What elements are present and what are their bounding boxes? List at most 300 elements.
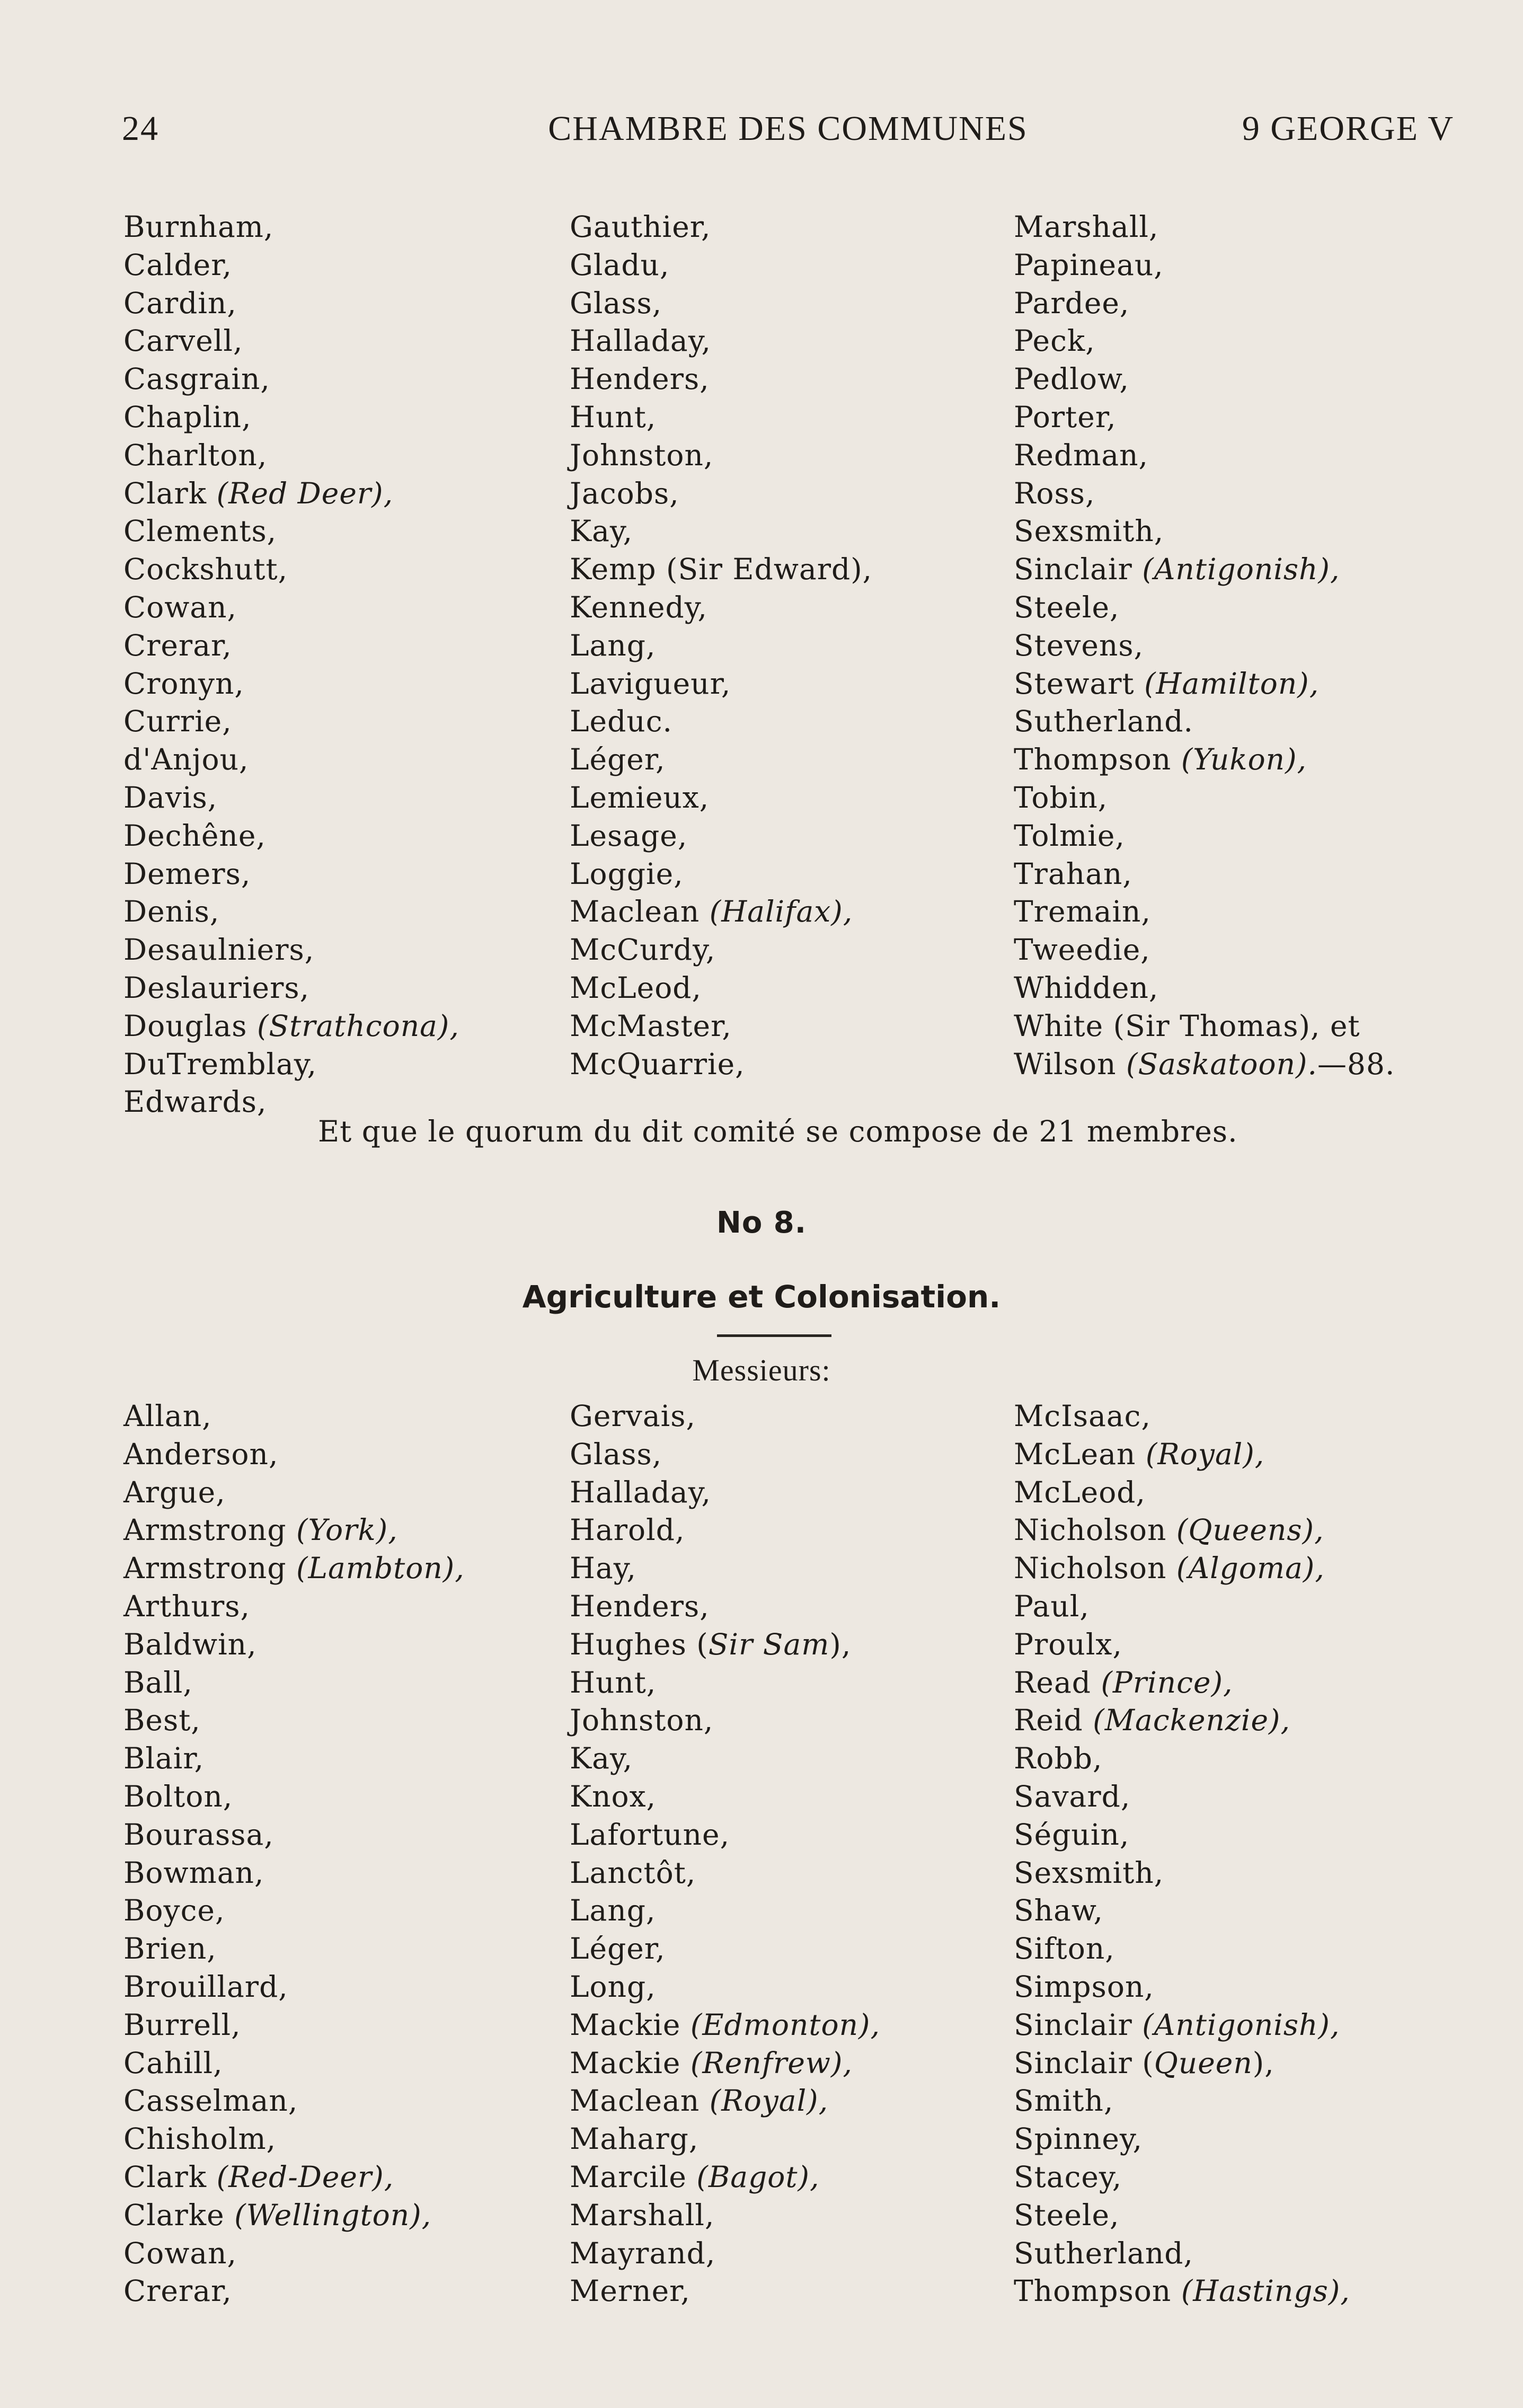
member-name <box>1014 1930 1350 1968</box>
member-surname: Robb, <box>1014 1741 1103 1776</box>
member-name <box>570 2044 880 2083</box>
member-name <box>1014 893 1395 931</box>
member-name <box>123 969 459 1007</box>
member-suffix: ), <box>1252 2046 1274 2080</box>
member-surname: Pedlow, <box>1014 362 1130 396</box>
member-list-column <box>1014 1397 1350 2310</box>
member-surname: Peck, <box>1014 324 1095 358</box>
member-surname: Tobin, <box>1014 780 1108 815</box>
member-name <box>1014 1436 1350 1474</box>
member-surname: Léger, <box>570 1932 666 1966</box>
member-name <box>570 208 872 246</box>
member-name <box>123 779 459 817</box>
member-surname: Henders, <box>570 362 710 396</box>
member-name <box>123 1511 465 1550</box>
member-list-column <box>123 208 459 1121</box>
member-surname: Armstrong <box>123 1513 297 1547</box>
member-name <box>123 589 459 627</box>
member-riding: (Royal), <box>709 2084 829 2118</box>
member-name <box>570 779 872 817</box>
member-name <box>1014 475 1395 513</box>
member-riding: (Edmonton), <box>690 2007 880 2042</box>
member-surname: Brien, <box>123 1932 217 1966</box>
member-surname: Marcile <box>570 2159 697 2194</box>
member-surname: Savard, <box>1014 1779 1131 1813</box>
member-name <box>570 1816 880 1854</box>
member-surname: Hunt, <box>570 1665 657 1699</box>
member-surname: Simpson, <box>1014 1969 1154 2004</box>
quorum-text: Et que le quorum du dit comité se compose de 21 membres. <box>318 1114 1238 1148</box>
member-surname: Chaplin, <box>123 400 252 434</box>
member-surname: Marshall, <box>570 2198 715 2232</box>
member-name <box>1014 2120 1350 2158</box>
member-surname: McLeod, <box>570 970 702 1005</box>
member-surname: d'Anjou, <box>123 742 249 777</box>
member-surname: Whidden, <box>1014 970 1159 1005</box>
member-surname: Sutherland, <box>1014 2236 1193 2270</box>
member-name <box>1014 665 1395 703</box>
member-name <box>1014 703 1395 741</box>
member-name <box>123 285 459 323</box>
member-name <box>570 1968 880 2006</box>
member-name <box>1014 322 1395 360</box>
member-riding: (Renfrew), <box>690 2046 853 2080</box>
member-surname: Trahan, <box>1014 856 1132 891</box>
member-list-column <box>570 208 872 1083</box>
member-surname: Séguin, <box>1014 1817 1130 1852</box>
member-surname: Leduc. <box>570 704 672 739</box>
member-name <box>570 437 872 475</box>
member-name <box>123 2197 465 2235</box>
member-list-column <box>1014 208 1395 1083</box>
member-name <box>123 665 459 703</box>
member-name <box>1014 1511 1350 1550</box>
member-name <box>1014 741 1395 779</box>
member-surname: Mackie <box>570 2007 690 2042</box>
member-surname: Sifton, <box>1014 1932 1115 1966</box>
member-name <box>123 1046 459 1084</box>
member-surname: Burrell, <box>123 2007 241 2042</box>
member-surname: Crerar, <box>123 2274 232 2308</box>
member-name <box>123 627 459 665</box>
member-name <box>123 437 459 475</box>
member-surname: Paul, <box>1014 1589 1090 1623</box>
member-surname: McCurdy, <box>570 933 716 967</box>
member-name <box>1014 1740 1350 1778</box>
page-title: CHAMBRE DES COMMUNES <box>548 109 1028 148</box>
member-surname: Gauthier, <box>570 210 711 244</box>
member-name <box>570 2235 880 2273</box>
member-name <box>123 1007 459 1046</box>
member-surname: Cowan, <box>123 2236 237 2270</box>
member-surname: White (Sir Thomas), et <box>1014 1008 1360 1043</box>
member-name <box>570 1854 880 1892</box>
page-number: 24 <box>122 109 159 148</box>
member-riding: (Hastings), <box>1181 2274 1350 2308</box>
member-list-column <box>570 1397 880 2310</box>
member-surname: Lang, <box>570 1893 656 1928</box>
member-surname: Calder, <box>123 247 232 282</box>
section-number: No 8. <box>716 1206 807 1240</box>
member-name <box>570 322 872 360</box>
member-surname: Maclean <box>570 2084 710 2118</box>
member-surname: Halladay, <box>570 324 711 358</box>
member-surname: Johnston, <box>570 1703 714 1738</box>
member-surname: Mayrand, <box>570 2236 716 2270</box>
member-surname: Maharg, <box>570 2122 699 2156</box>
member-surname: Cardin, <box>123 286 237 320</box>
section-title: Agriculture et Colonisation. <box>522 1279 1001 1315</box>
member-name <box>1014 246 1395 285</box>
member-surname: Stacey, <box>1014 2159 1122 2194</box>
member-name <box>123 1397 465 1436</box>
member-name <box>1014 1854 1350 1892</box>
member-surname: Boyce, <box>123 1893 225 1928</box>
member-surname: Papineau, <box>1014 247 1164 282</box>
member-name <box>123 2235 465 2273</box>
member-name <box>570 399 872 437</box>
member-name <box>570 1664 880 1702</box>
member-surname: Léger, <box>570 742 666 777</box>
member-name <box>123 360 459 399</box>
member-name <box>1014 969 1395 1007</box>
member-surname: Casgrain, <box>123 362 270 396</box>
member-name <box>1014 2006 1350 2044</box>
member-riding: (Red-Deer), <box>216 2159 394 2194</box>
member-surname: Nicholson <box>1014 1551 1176 1586</box>
member-surname: Lemieux, <box>570 780 710 815</box>
member-name <box>1014 1046 1395 1084</box>
member-riding: (Yukon), <box>1181 742 1307 777</box>
member-name <box>123 1892 465 1930</box>
member-surname: Sinclair <box>1014 2007 1143 2042</box>
member-surname: Hay, <box>570 1551 637 1586</box>
member-surname: Lanctôt, <box>570 1855 696 1890</box>
member-riding: (York), <box>296 1513 398 1547</box>
member-name <box>570 1511 880 1550</box>
member-riding: Sir Sam <box>708 1627 830 1661</box>
member-surname: Charlton, <box>123 438 268 472</box>
member-name <box>570 665 872 703</box>
member-surname: McMaster, <box>570 1008 732 1043</box>
member-name <box>570 475 872 513</box>
member-name <box>570 2197 880 2235</box>
member-name <box>1014 512 1395 551</box>
member-name <box>123 2006 465 2044</box>
member-surname: Sexsmith, <box>1014 1855 1164 1890</box>
member-surname: Thompson <box>1014 742 1181 777</box>
member-surname: Steele, <box>1014 2198 1120 2232</box>
member-surname: Deslauriers, <box>123 970 310 1005</box>
member-name <box>570 1436 880 1474</box>
member-name <box>123 1436 465 1474</box>
member-riding: (Saskatoon). <box>1126 1047 1317 1081</box>
member-surname: Demers, <box>123 856 251 891</box>
title-divider <box>717 1334 831 1337</box>
member-name <box>1014 817 1395 855</box>
member-surname: Burnham, <box>123 210 274 244</box>
member-surname: Allan, <box>123 1399 212 1433</box>
member-name <box>123 322 459 360</box>
member-name <box>1014 1702 1350 1740</box>
member-name <box>570 703 872 741</box>
member-name <box>570 246 872 285</box>
member-surname: Marshall, <box>1014 210 1159 244</box>
member-name <box>123 741 459 779</box>
member-name <box>123 2120 465 2158</box>
member-name <box>123 551 459 589</box>
member-surname: Kay, <box>570 514 633 548</box>
member-name <box>1014 1626 1350 1664</box>
member-surname: Bourassa, <box>123 1817 274 1852</box>
member-surname: Kay, <box>570 1741 633 1776</box>
member-name <box>1014 589 1395 627</box>
member-surname: Sinclair <box>1014 552 1143 587</box>
member-surname: Hunt, <box>570 400 657 434</box>
member-surname: Wilson <box>1014 1047 1126 1081</box>
member-surname: Redman, <box>1014 438 1149 472</box>
member-name <box>123 2272 465 2310</box>
member-surname: Hughes ( <box>570 1627 709 1661</box>
member-riding: (Strathcona), <box>256 1008 459 1043</box>
member-surname: McLeod, <box>1014 1475 1146 1509</box>
member-surname: McIsaac, <box>1014 1399 1151 1433</box>
member-name <box>1014 2272 1350 2310</box>
member-name <box>570 817 872 855</box>
member-name <box>123 475 459 513</box>
member-surname: Maclean <box>570 895 710 929</box>
member-surname: Gervais, <box>570 1399 696 1433</box>
member-name <box>1014 551 1395 589</box>
member-name <box>1014 1664 1350 1702</box>
member-name <box>123 1474 465 1512</box>
member-surname: Read <box>1014 1665 1101 1699</box>
member-name <box>1014 208 1395 246</box>
member-riding: (Halifax), <box>709 895 853 929</box>
member-surname: Stevens, <box>1014 628 1144 662</box>
member-name <box>1014 855 1395 893</box>
member-surname: Best, <box>123 1703 201 1738</box>
member-surname: Dechêne, <box>123 818 266 853</box>
member-name <box>123 512 459 551</box>
member-surname: Halladay, <box>570 1475 711 1509</box>
member-name <box>570 1046 872 1084</box>
member-name <box>570 1007 872 1046</box>
member-surname: Clarke <box>123 2198 235 2232</box>
member-name <box>1014 627 1395 665</box>
member-name <box>570 1892 880 1930</box>
member-surname: Kemp (Sir Edward), <box>570 552 873 587</box>
member-name <box>123 855 459 893</box>
member-name <box>570 741 872 779</box>
member-surname: Long, <box>570 1969 656 2004</box>
member-surname: Sutherland. <box>1014 704 1193 739</box>
member-surname: Shaw, <box>1014 1893 1103 1928</box>
member-name <box>1014 1968 1350 2006</box>
member-name <box>570 969 872 1007</box>
member-surname: Baldwin, <box>123 1627 257 1661</box>
member-name <box>1014 1588 1350 1626</box>
member-name <box>123 1778 465 1816</box>
member-surname: Mackie <box>570 2046 690 2080</box>
member-surname: Chisholm, <box>123 2122 277 2156</box>
member-riding: (Antigonish), <box>1142 552 1340 587</box>
member-name <box>1014 360 1395 399</box>
salutation: Messieurs: <box>692 1353 831 1387</box>
member-name <box>123 246 459 285</box>
member-name <box>570 2082 880 2120</box>
member-surname: Smith, <box>1014 2084 1114 2118</box>
member-name <box>570 627 872 665</box>
member-riding: (Algoma), <box>1176 1551 1325 1586</box>
member-name <box>123 2158 465 2197</box>
member-name <box>123 208 459 246</box>
member-surname: Proulx, <box>1014 1627 1122 1661</box>
member-surname: Tolmie, <box>1014 818 1125 853</box>
member-suffix: —88. <box>1317 1047 1395 1081</box>
member-surname: Currie, <box>123 704 232 739</box>
member-name <box>1014 931 1395 969</box>
member-surname: Armstrong <box>123 1551 297 1586</box>
member-surname: Gladu, <box>570 247 670 282</box>
member-surname: Loggie, <box>570 856 684 891</box>
member-name <box>1014 1550 1350 1588</box>
member-surname: Stewart <box>1014 666 1145 701</box>
member-suffix: ), <box>829 1627 852 1661</box>
member-surname: Cahill, <box>123 2046 223 2080</box>
running-head-right: 9 GEORGE V <box>1242 109 1454 148</box>
member-surname: Casselman, <box>123 2084 298 2118</box>
member-surname: Bolton, <box>123 1779 233 1813</box>
member-name <box>570 893 872 931</box>
member-surname: Blair, <box>123 1741 205 1776</box>
member-surname: Ross, <box>1014 476 1095 510</box>
member-name <box>123 1816 465 1854</box>
member-riding: (Wellington), <box>234 2198 432 2232</box>
member-surname: Nicholson <box>1014 1513 1176 1547</box>
member-name <box>1014 399 1395 437</box>
member-name <box>570 360 872 399</box>
member-name <box>1014 2044 1350 2083</box>
member-name <box>123 1588 465 1626</box>
member-surname: Glass, <box>570 286 662 320</box>
member-surname: Steele, <box>1014 590 1120 624</box>
member-surname: Lesage, <box>570 818 688 853</box>
member-name <box>570 2158 880 2197</box>
member-surname: Reid <box>1014 1703 1093 1738</box>
member-surname: Carvell, <box>123 324 243 358</box>
member-name <box>123 1930 465 1968</box>
member-surname: Bowman, <box>123 1855 264 1890</box>
member-surname: Glass, <box>570 1437 662 1471</box>
member-surname: Thompson <box>1014 2274 1181 2308</box>
member-surname: Jacobs, <box>570 476 679 510</box>
member-surname: Henders, <box>570 1589 710 1623</box>
member-name <box>123 1854 465 1892</box>
member-surname: Lafortune, <box>570 1817 730 1852</box>
member-surname: Spinney, <box>1014 2122 1143 2156</box>
member-surname: Porter, <box>1014 400 1117 434</box>
member-name <box>570 2120 880 2158</box>
member-riding: (Mackenzie), <box>1093 1703 1290 1738</box>
member-name <box>570 285 872 323</box>
member-name <box>1014 1816 1350 1854</box>
member-surname: Lang, <box>570 628 656 662</box>
member-name <box>123 2082 465 2120</box>
member-list-column <box>123 1397 465 2310</box>
member-name <box>123 1626 465 1664</box>
member-surname: Argue, <box>123 1475 226 1509</box>
member-name <box>1014 1892 1350 1930</box>
member-riding: (Hamilton), <box>1144 666 1320 701</box>
member-name <box>1014 2235 1350 2273</box>
member-name <box>570 2272 880 2310</box>
member-name <box>570 1550 880 1588</box>
member-surname: Lavigueur, <box>570 666 731 701</box>
member-riding: (Lambton), <box>296 1551 465 1586</box>
member-surname: Sinclair ( <box>1014 2046 1154 2080</box>
member-name <box>570 1474 880 1512</box>
member-name <box>570 589 872 627</box>
member-name <box>570 1930 880 1968</box>
member-name <box>123 1550 465 1588</box>
member-surname: Desaulniers, <box>123 933 315 967</box>
member-name <box>1014 1778 1350 1816</box>
member-name <box>123 1968 465 2006</box>
member-surname: Davis, <box>123 780 218 815</box>
member-name <box>570 1778 880 1816</box>
member-name <box>1014 2197 1350 2235</box>
member-name <box>570 551 872 589</box>
member-surname: Crerar, <box>123 628 232 662</box>
page-header <box>122 109 1454 151</box>
member-surname: Sexsmith, <box>1014 514 1164 548</box>
member-name <box>570 1588 880 1626</box>
member-name <box>123 931 459 969</box>
member-surname: Pardee, <box>1014 286 1130 320</box>
member-name <box>1014 1007 1395 1046</box>
member-name <box>1014 1397 1350 1436</box>
member-surname: Kennedy, <box>570 590 708 624</box>
member-surname: Clark <box>123 2159 217 2194</box>
member-surname: Ball, <box>123 1665 193 1699</box>
member-name <box>570 1397 880 1436</box>
member-surname: Johnston, <box>570 438 714 472</box>
member-riding: (Royal), <box>1145 1437 1265 1471</box>
member-name <box>123 893 459 931</box>
member-riding: (Prince), <box>1101 1665 1233 1699</box>
member-name <box>123 1664 465 1702</box>
member-name <box>1014 2082 1350 2120</box>
member-surname: Harold, <box>570 1513 685 1547</box>
member-riding: (Antigonish), <box>1142 2007 1340 2042</box>
member-name <box>123 703 459 741</box>
member-surname: Edwards, <box>123 1085 267 1119</box>
member-surname: Clark <box>123 476 217 510</box>
member-surname: Douglas <box>123 1008 257 1043</box>
member-name <box>123 1740 465 1778</box>
member-surname: McLean <box>1014 1437 1146 1471</box>
member-surname: Tweedie, <box>1014 933 1150 967</box>
member-name <box>1014 437 1395 475</box>
member-surname: Merner, <box>570 2274 690 2308</box>
member-riding: (Queens), <box>1176 1513 1324 1547</box>
member-surname: Denis, <box>123 895 220 929</box>
member-surname: Cowan, <box>123 590 237 624</box>
member-riding: (Red Deer), <box>216 476 394 510</box>
member-name <box>570 855 872 893</box>
member-name <box>570 1702 880 1740</box>
